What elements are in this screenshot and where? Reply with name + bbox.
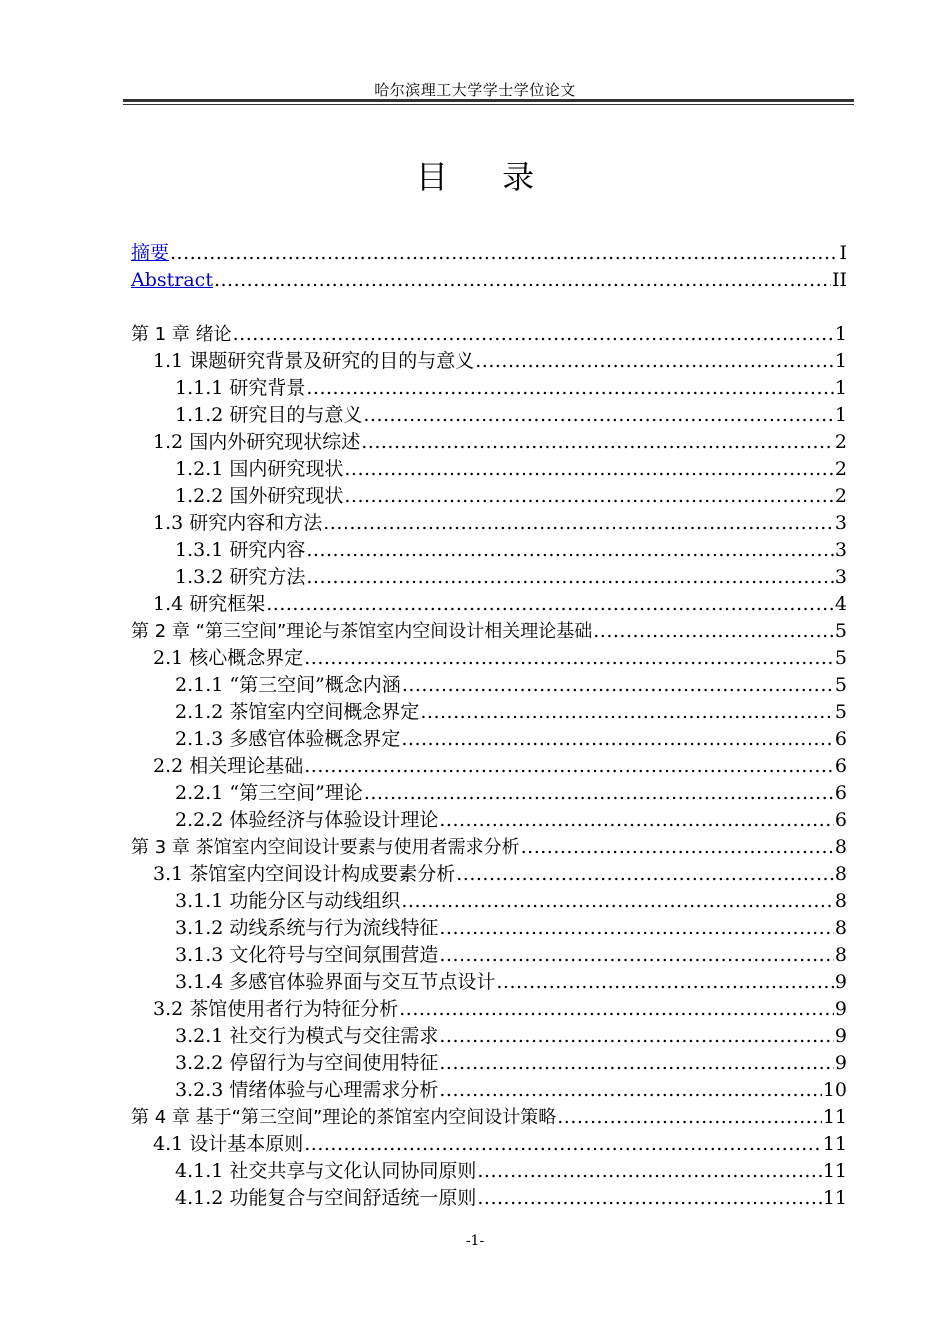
toc-entry-label: 2.1.1 “第三空间”概念内涵 (175, 674, 401, 696)
toc-entry-label: 3.1.4 多感官体验界面与交互节点设计 (175, 971, 496, 993)
toc-entry-level-1[interactable] (131, 1104, 847, 1131)
toc-entry-level-3[interactable] (131, 402, 847, 429)
dot-leader (456, 861, 834, 888)
toc-page-number: 10 (822, 1079, 847, 1101)
toc-entry-label: 2.1.2 茶馆室内空间概念界定 (175, 701, 420, 723)
toc-entry-level-3[interactable] (131, 780, 847, 807)
toc-entry-level-1[interactable] (131, 618, 847, 645)
dot-leader (170, 240, 838, 267)
toc-page-number: 6 (834, 809, 847, 831)
dot-leader (439, 1023, 834, 1050)
toc-entry-level-3[interactable] (131, 888, 847, 915)
toc-entry-label: 1.2.2 国外研究现状 (175, 485, 344, 507)
toc-entry-level-3[interactable] (131, 699, 847, 726)
toc-entry-level-2[interactable] (131, 429, 847, 456)
toc-page-number: 9 (834, 971, 847, 993)
toc-entry-label: 1.1.1 研究背景 (175, 377, 306, 399)
toc-entry-label: 1.2 国内外研究现状综述 (153, 431, 361, 453)
toc-entry-label: 3.1.1 功能分区与动线组织 (175, 890, 401, 912)
dot-leader (477, 1185, 821, 1212)
dot-leader (399, 996, 834, 1023)
toc-page-number: 11 (822, 1160, 847, 1182)
toc-entry-level-3[interactable] (131, 375, 847, 402)
toc-entry-level-3[interactable] (131, 672, 847, 699)
toc-page-number: 1 (834, 404, 847, 426)
dot-leader (304, 1131, 822, 1158)
toc-page-number: 8 (834, 863, 847, 885)
toc-entry-level-3[interactable] (131, 456, 847, 483)
toc-page-number: 2 (834, 458, 847, 480)
toc-entry-level-2[interactable] (131, 348, 847, 375)
toc-page-number: 5 (834, 647, 847, 669)
dot-leader (439, 1077, 821, 1104)
page-title: 目 录 (415, 158, 557, 196)
toc-entry-level-2[interactable] (131, 996, 847, 1023)
toc-entry-label: 2.1 核心概念界定 (153, 647, 304, 669)
toc-entry-level-2[interactable] (131, 645, 847, 672)
toc-entry-label[interactable]: Abstract (131, 269, 213, 291)
header-rule-thin (123, 104, 854, 105)
toc-page-number: I (839, 242, 847, 264)
dot-leader (364, 780, 834, 807)
toc-page-number: 3 (834, 566, 847, 588)
toc-entry-label: 2.1.3 多感官体验概念界定 (175, 728, 401, 750)
toc-entry-level-2[interactable] (131, 861, 847, 888)
dot-leader (214, 267, 831, 294)
toc-entry-label: 第 4 章 基于“第三空间”理论的茶馆室内空间设计策略 (131, 1107, 557, 1128)
toc-page-number: 9 (834, 998, 847, 1020)
running-header: 哈尔滨理工大学学士学位论文 (374, 81, 576, 99)
toc-entry-label: 2.2.2 体验经济与体验设计理论 (175, 809, 439, 831)
toc-page-number: 8 (834, 890, 847, 912)
toc-entry-level-2[interactable] (131, 1131, 847, 1158)
dot-leader (521, 834, 834, 861)
toc-entry-label: 3.2.2 停留行为与空间使用特征 (175, 1052, 439, 1074)
toc-page-number: 11 (822, 1133, 847, 1155)
toc-entry-level-2[interactable] (131, 510, 847, 537)
toc-entry-level-3[interactable] (131, 1185, 847, 1212)
dot-leader (304, 753, 834, 780)
dot-leader (344, 456, 834, 483)
toc-entry-level-3[interactable] (131, 942, 847, 969)
toc-page-number: 3 (834, 512, 847, 534)
toc-entry-label: 1.2.1 国内研究现状 (175, 458, 344, 480)
dot-leader (477, 1158, 821, 1185)
dot-leader (439, 942, 834, 969)
toc-page-number: 1 (834, 350, 847, 372)
toc-entry-label: 1.1 课题研究背景及研究的目的与意义 (153, 350, 475, 372)
dot-leader (233, 321, 834, 348)
toc-entry-level-3[interactable] (131, 915, 847, 942)
toc-page-number: 8 (834, 836, 847, 858)
toc-entry-label: 第 3 章 茶馆室内空间设计要素与使用者需求分析 (131, 837, 520, 858)
toc-page-number: 8 (834, 944, 847, 966)
toc-page-number: 2 (834, 431, 847, 453)
toc-page-number: 5 (834, 620, 847, 642)
toc-page-number: 2 (834, 485, 847, 507)
toc-page-number: 4 (834, 593, 847, 615)
toc-page-number: 6 (834, 728, 847, 750)
toc-entry-label: 4.1 设计基本原则 (153, 1133, 304, 1155)
toc-entry-label: 4.1.1 社交共享与文化认同协同原则 (175, 1160, 477, 1182)
toc-entry-label: 4.1.2 功能复合与空间舒适统一原则 (175, 1187, 477, 1209)
toc-entry-level-3[interactable] (131, 1050, 847, 1077)
toc-page-number: 1 (834, 323, 847, 345)
toc-entry-label: 1.3.1 研究内容 (175, 539, 306, 561)
toc-entry-label[interactable]: 摘要 (131, 242, 170, 264)
toc-page-number: 9 (834, 1052, 847, 1074)
dot-leader (439, 1050, 834, 1077)
dot-leader (557, 1104, 822, 1131)
toc-entry-label: 3.1 茶馆室内空间设计构成要素分析 (153, 863, 456, 885)
toc-page-number: 5 (834, 701, 847, 723)
dot-leader (306, 375, 834, 402)
toc-entry-level-2[interactable] (131, 753, 847, 780)
toc-entry-level-3[interactable] (131, 1023, 847, 1050)
toc-page-number: 6 (834, 755, 847, 777)
dot-leader (361, 429, 834, 456)
toc-entry-level-3[interactable] (131, 537, 847, 564)
dot-leader (306, 537, 834, 564)
toc-entry-label: 3.1.2 动线系统与行为流线特征 (175, 917, 439, 939)
toc-entry-label: 1.1.2 研究目的与意义 (175, 404, 363, 426)
toc-entry-label: 3.2 茶馆使用者行为特征分析 (153, 998, 399, 1020)
toc-entry-label: 2.2 相关理论基础 (153, 755, 304, 777)
dot-leader (439, 915, 834, 942)
dot-leader (323, 510, 834, 537)
toc-page-number: II (831, 269, 847, 291)
toc-entry-label: 3.2.3 情绪体验与心理需求分析 (175, 1079, 439, 1101)
dot-leader (402, 672, 834, 699)
toc-page-number: 8 (834, 917, 847, 939)
toc-entry-level-3[interactable] (131, 564, 847, 591)
dot-leader (401, 726, 834, 753)
table-of-contents (131, 240, 847, 1212)
dot-leader (496, 969, 834, 996)
toc-entry-label: 1.4 研究框架 (153, 593, 266, 615)
toc-page-number: 1 (834, 377, 847, 399)
toc-entry-label: 1.3.2 研究方法 (175, 566, 306, 588)
toc-entry-label: 1.3 研究内容和方法 (153, 512, 323, 534)
toc-page-number: 9 (834, 1025, 847, 1047)
dot-leader (475, 348, 834, 375)
dot-leader (593, 618, 834, 645)
page-number: -1- (465, 1233, 485, 1249)
toc-page-number: 11 (822, 1106, 847, 1128)
toc-spacer (131, 294, 847, 321)
header-rule-thick (123, 99, 854, 102)
toc-page-number: 11 (822, 1187, 847, 1209)
toc-page-number: 6 (834, 782, 847, 804)
toc-entry-level-3[interactable] (131, 807, 847, 834)
toc-entry-label: 3.1.3 文化符号与空间氛围营造 (175, 944, 439, 966)
dot-leader (304, 645, 834, 672)
toc-entry-label: 2.2.1 “第三空间”理论 (175, 782, 363, 804)
toc-entry-level-1[interactable] (131, 834, 847, 861)
toc-entry-level-1[interactable] (131, 321, 847, 348)
toc-entry-label: 第 2 章 “第三空间”理论与茶馆室内空间设计相关理论基础 (131, 621, 593, 642)
toc-link-row[interactable] (131, 267, 847, 294)
toc-link-row[interactable] (131, 240, 847, 267)
dot-leader (401, 888, 834, 915)
toc-entry-level-3[interactable] (131, 1077, 847, 1104)
dot-leader (420, 699, 834, 726)
dot-leader (344, 483, 834, 510)
toc-entry-label: 3.2.1 社交行为模式与交往需求 (175, 1025, 439, 1047)
dot-leader (306, 564, 834, 591)
toc-entry-level-3[interactable] (131, 969, 847, 996)
toc-page-number: 3 (834, 539, 847, 561)
dot-leader (363, 402, 834, 429)
toc-entry-level-2[interactable] (131, 591, 847, 618)
toc-entry-level-3[interactable] (131, 1158, 847, 1185)
dot-leader (266, 591, 834, 618)
dot-leader (439, 807, 834, 834)
toc-entry-label: 第 1 章 绪论 (131, 324, 232, 345)
toc-page-number: 5 (834, 674, 847, 696)
toc-entry-level-3[interactable] (131, 483, 847, 510)
toc-entry-level-3[interactable] (131, 726, 847, 753)
